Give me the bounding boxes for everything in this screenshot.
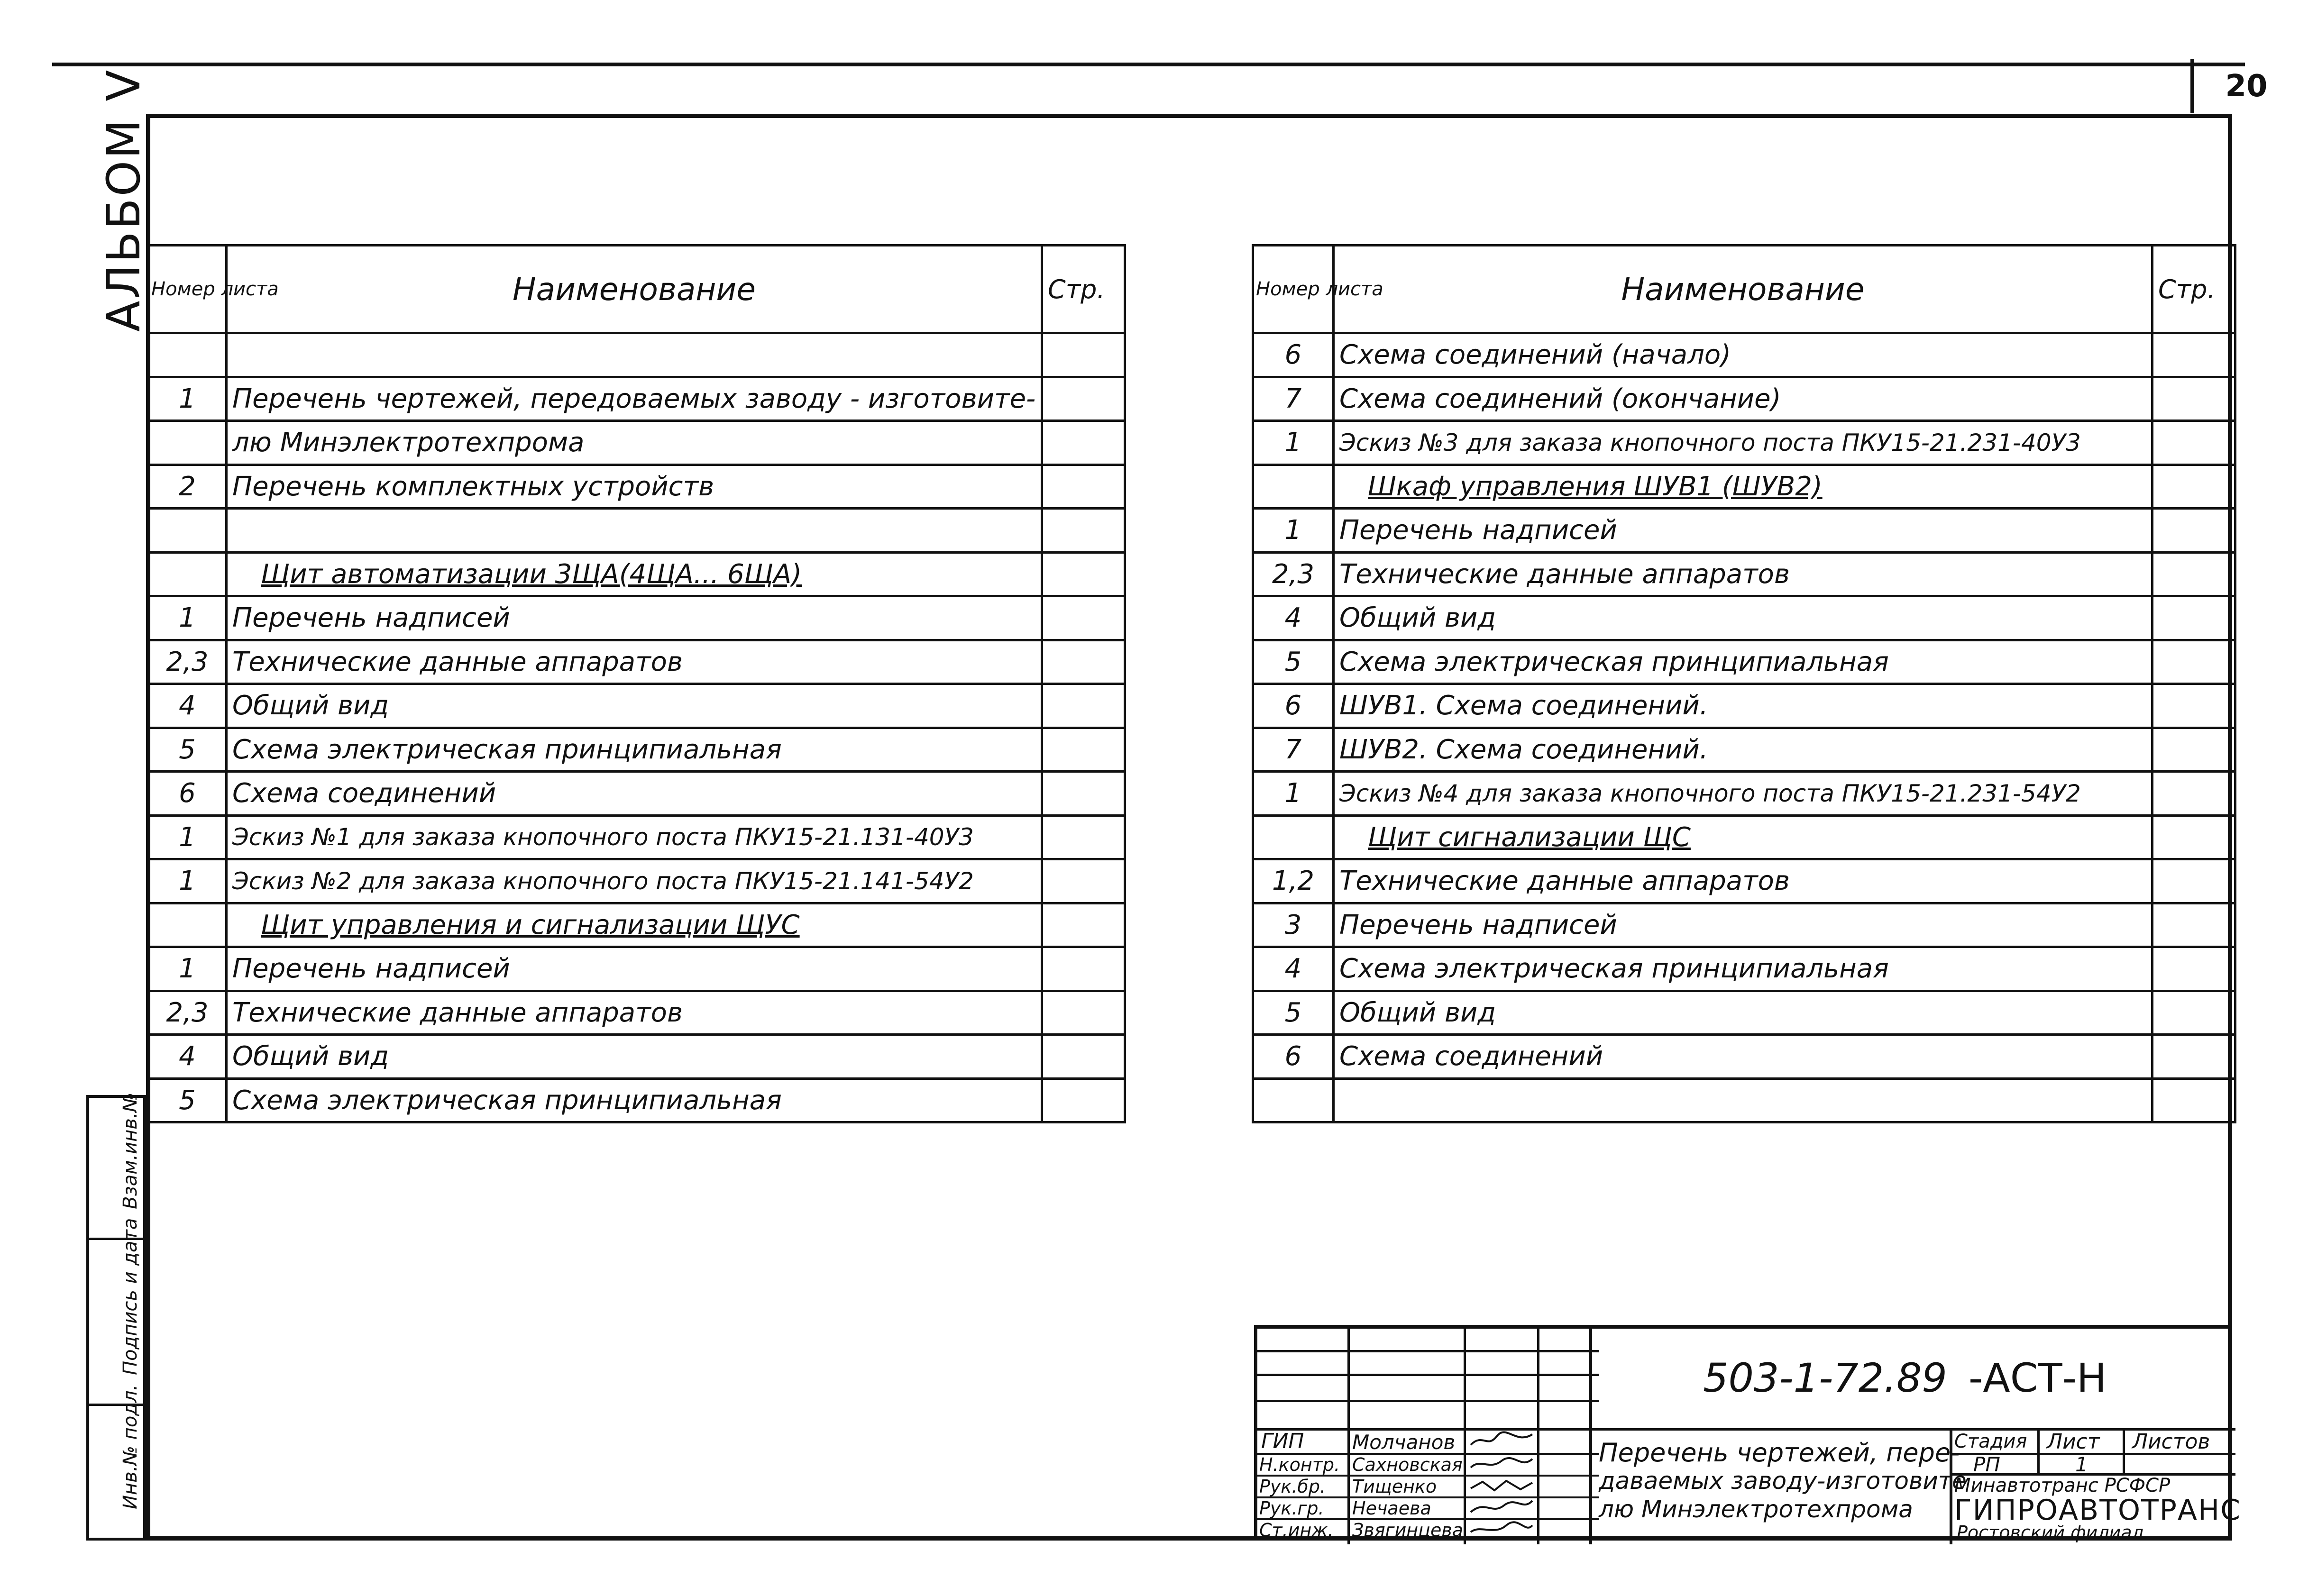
sheet-name: Перечень чертежей, передоваемых заводу - изготовите- [227,377,1042,421]
table-row [1253,1035,2235,1079]
sheet-number: 1 [1253,772,1334,816]
table-row [1253,991,2235,1035]
table-row [148,947,1125,991]
page-cell [1042,333,1125,377]
doc-suffix: -АСТ-Н [1969,1355,2107,1401]
sheet-name [227,333,1042,377]
table-row [1253,772,2235,816]
sheet-name: Общий вид [227,684,1042,728]
page-cell [1042,596,1125,640]
page-cell [1042,377,1125,421]
sheet-name: Схема соединений (начало) [1334,333,2152,377]
role-gip: ГИП [1261,1429,1304,1453]
sheet-name: Эскиз №3 для заказа кнопочного поста ПКУ15-21.231-40У3 [1334,421,2152,465]
sheet-name: Схема электрическая принципиальная [1334,640,2152,684]
signature-3 [1468,1476,1535,1495]
sheet-number: 6 [1253,684,1334,728]
page-cell [2152,333,2235,377]
table-row [148,1078,1125,1122]
name-2: Сахновская [1352,1454,1463,1475]
grid-line [1257,1400,1599,1402]
sheet-number: 3 [1253,903,1334,947]
page-cell [1042,947,1125,991]
sheet-number [148,421,227,465]
sheet-name: Схема электрическая принципиальная [1334,947,2152,991]
grid-line [1347,1329,1350,1544]
page-cell [1042,728,1125,772]
sheet-number [148,903,227,947]
page-cell [1042,465,1125,509]
table-header-row [1253,246,2235,333]
side-stamp-cell-3 [89,1384,143,1538]
sheet-number: 2,3 [148,640,227,684]
table-row [1253,1078,2235,1122]
sheet-number [148,552,227,596]
sheet-number: 4 [1253,596,1334,640]
table-header-row [148,246,1125,333]
sheet-list-table-right [1252,244,2236,1123]
page-cell [1042,640,1125,684]
sheet-name: Схема электрическая принципиальная [227,1078,1042,1122]
sheet-number [1253,815,1334,859]
sheet-name: ШУВ2. Схема соединений. [1334,728,2152,772]
table-row [1253,728,2235,772]
header-page: Стр. [2152,246,2235,333]
page-cell [2152,465,2235,509]
sheet-header: Лист [2047,1430,2100,1454]
page-cell [2152,377,2235,421]
signature-1 [1468,1431,1535,1450]
sheet-number [1253,1078,1334,1122]
table-row [1253,509,2235,553]
page-cell [1042,815,1125,859]
page-cell [1042,421,1125,465]
page-cell [2152,728,2235,772]
role-senior-engineer: Ст.инж. [1259,1520,1334,1541]
table-row [148,333,1125,377]
table-row [1253,596,2235,640]
section-title: Щит автоматизации 3ЩА(4ЩА... 6ЩА) [227,552,1042,596]
sheet-name: Общий вид [227,1035,1042,1079]
table-row [148,815,1125,859]
table-row [148,552,1125,596]
sheet-name: Схема соединений [227,772,1042,816]
table-row [1253,947,2235,991]
header-page: Стр. [1042,246,1125,333]
table-row [1253,377,2235,421]
sheet-number: 5 [1253,640,1334,684]
sheet-name: Общий вид [1334,596,2152,640]
header-sheet-number: Номер листа [148,246,227,333]
table-row [1253,465,2235,509]
page-cell [1042,509,1125,553]
page-cell [1042,552,1125,596]
page-cell [2152,1078,2235,1122]
sheet-number: 1 [148,815,227,859]
grid-line [2123,1428,2125,1473]
sheet-number: 4 [148,684,227,728]
section-title: Щит управления и сигнализации ЩУС [227,903,1042,947]
sheet-name: Эскиз №4 для заказа кнопочного поста ПКУ15-21.231-54У2 [1334,772,2152,816]
table-row [148,465,1125,509]
table-row [1253,815,2235,859]
header-name: Наименование [1334,246,2152,333]
sheet-number [1253,465,1334,509]
page-cell [1042,1035,1125,1079]
table-row [148,421,1125,465]
table-row [148,509,1125,553]
sheet-number [148,333,227,377]
sheet-number: 1 [1253,421,1334,465]
page-cell [2152,947,2235,991]
sheet-number: 1 [148,596,227,640]
stage-value: РП [1973,1453,2000,1476]
table-row [1253,684,2235,728]
sheet-name: Технические данные аппаратов [1334,552,2152,596]
role-group-lead: Рук.гр. [1259,1498,1324,1519]
table-row [1253,333,2235,377]
table-body [148,333,1125,1122]
grid-line [1257,1374,1599,1376]
side-stamp-cell-2 [89,1218,143,1406]
name-1: Молчанов [1352,1431,1456,1454]
side-stamp-signature-date: Подпись и дата [119,1218,141,1375]
sheet-name: Перечень надписей [227,947,1042,991]
stage-header: Стадия [1954,1431,2027,1452]
table-row [148,772,1125,816]
org-institute: ГИПРОАВТОТРАНС [1954,1494,2241,1527]
sheet-number: 7 [1253,728,1334,772]
section-title: Щит сигнализации ЩС [1334,815,2152,859]
page-cell [2152,1035,2235,1079]
table-row [148,859,1125,903]
sheet-name: ШУВ1. Схема соединений. [1334,684,2152,728]
doc-code: 503-1-72.89 [1703,1355,1947,1401]
sheet-number: 6 [148,772,227,816]
sheet-number: 2,3 [1253,552,1334,596]
page-cell [1042,1078,1125,1122]
doc-title-line-3: лю Минэлектротехпрома [1599,1496,1913,1523]
page-cell [2152,552,2235,596]
sheet-name [1334,1078,2152,1122]
top-rule [52,63,2245,66]
sheet-number: 5 [148,1078,227,1122]
sheet-name: Эскиз №2 для заказа кнопочного поста ПКУ15-21.141-54У2 [227,859,1042,903]
signature-5 [1468,1520,1535,1539]
table-row [1253,640,2235,684]
name-5: Звягинцева [1352,1520,1464,1541]
page-cell [2152,684,2235,728]
sheet-name: Технические данные аппаратов [1334,859,2152,903]
sheet-name [227,509,1042,553]
sheet-name: Схема электрическая принципиальная [227,728,1042,772]
page-cell [2152,815,2235,859]
page-cell [2152,596,2235,640]
page-cell [1042,991,1125,1035]
table-row [148,640,1125,684]
header-sheet-number: Номер листа [1253,246,1334,333]
sheet-name: лю Минэлектротехпрома [227,421,1042,465]
page-cell [2152,903,2235,947]
table-row [1253,421,2235,465]
side-stamp-replacement: Взам.инв.№ [119,1092,141,1209]
table-row [148,684,1125,728]
sheets-header: Листов [2132,1430,2210,1454]
table-row [148,991,1125,1035]
page-cell [2152,772,2235,816]
table-row [148,1035,1125,1079]
page-cell [2152,421,2235,465]
table-row [1253,859,2235,903]
table-row [148,903,1125,947]
sheet-number: 6 [1253,1035,1334,1079]
sheet-number: 4 [148,1035,227,1079]
sheet-value: 1 [2075,1453,2088,1476]
sheet-name: Эскиз №1 для заказа кнопочного поста ПКУ15-21.131-40У3 [227,815,1042,859]
sheet-list-table-left [147,244,1126,1123]
sheet-number [148,509,227,553]
sheet-number: 1 [148,377,227,421]
header-name: Наименование [227,246,1042,333]
sheet-name: Перечень надписей [1334,509,2152,553]
sheet-number: 7 [1253,377,1334,421]
page-cell [2152,509,2235,553]
page-cell [1042,684,1125,728]
page-cell [1042,903,1125,947]
sheet-name: Технические данные аппаратов [227,991,1042,1035]
sheet-name: Перечень надписей [227,596,1042,640]
sheet-name: Схема соединений (окончание) [1334,377,2152,421]
album-label: АЛЬБОМ Ⅴ [97,68,150,332]
sheet-name: Схема соединений [1334,1035,2152,1079]
page-number: 20 [2190,59,2299,113]
page-cell [1042,859,1125,903]
sheet-number: 2,3 [148,991,227,1035]
role-team-lead: Рук.бр. [1259,1476,1326,1497]
table-row [148,728,1125,772]
grid-line [1257,1350,1599,1352]
sheet-number: 5 [148,728,227,772]
org-ministry: Минавтотранс РСФСР [1954,1475,2171,1496]
sheet-number: 6 [1253,333,1334,377]
table-row [1253,552,2235,596]
table-row [1253,903,2235,947]
sheet-name: Перечень комплектных устройств [227,465,1042,509]
sheet-number: 1 [148,947,227,991]
title-block [1254,1325,2241,1543]
sheet-number: 1 [148,859,227,903]
table-body [1253,333,2235,1122]
name-3: Тищенко [1352,1476,1437,1497]
table-row [148,596,1125,640]
side-stamp [86,1092,146,1541]
sheet-number: 4 [1253,947,1334,991]
sheet-number: 1,2 [1253,859,1334,903]
signature-4 [1468,1498,1535,1517]
org-branch: Ростовский филиал [1957,1522,2143,1543]
name-4: Нечаева [1352,1498,1431,1519]
grid-line [1589,1329,1592,1544]
page-cell [2152,640,2235,684]
grid-line [2037,1428,2040,1473]
grid-line [1464,1329,1466,1544]
page-cell [2152,991,2235,1035]
sheet-name: Общий вид [1334,991,2152,1035]
sheet-number: 5 [1253,991,1334,1035]
grid-line [1537,1329,1539,1544]
page-cell [1042,772,1125,816]
section-title: Шкаф управления ШУВ1 (ШУВ2) [1334,465,2152,509]
page-cell [2152,859,2235,903]
doc-title-line-2: даваемых заводу-изготовите [1599,1467,1967,1495]
signature-2 [1468,1454,1535,1473]
sheet-number: 2 [148,465,227,509]
doc-title-line-1: Перечень чертежей, пере- [1599,1438,1960,1468]
sheet-number: 1 [1253,509,1334,553]
side-stamp-inventory: Инв.№ подл. [119,1384,141,1509]
role-norm-control: Н.контр. [1259,1454,1340,1475]
table-row [148,377,1125,421]
sheet-name: Перечень надписей [1334,903,2152,947]
sheet-name: Технические данные аппаратов [227,640,1042,684]
